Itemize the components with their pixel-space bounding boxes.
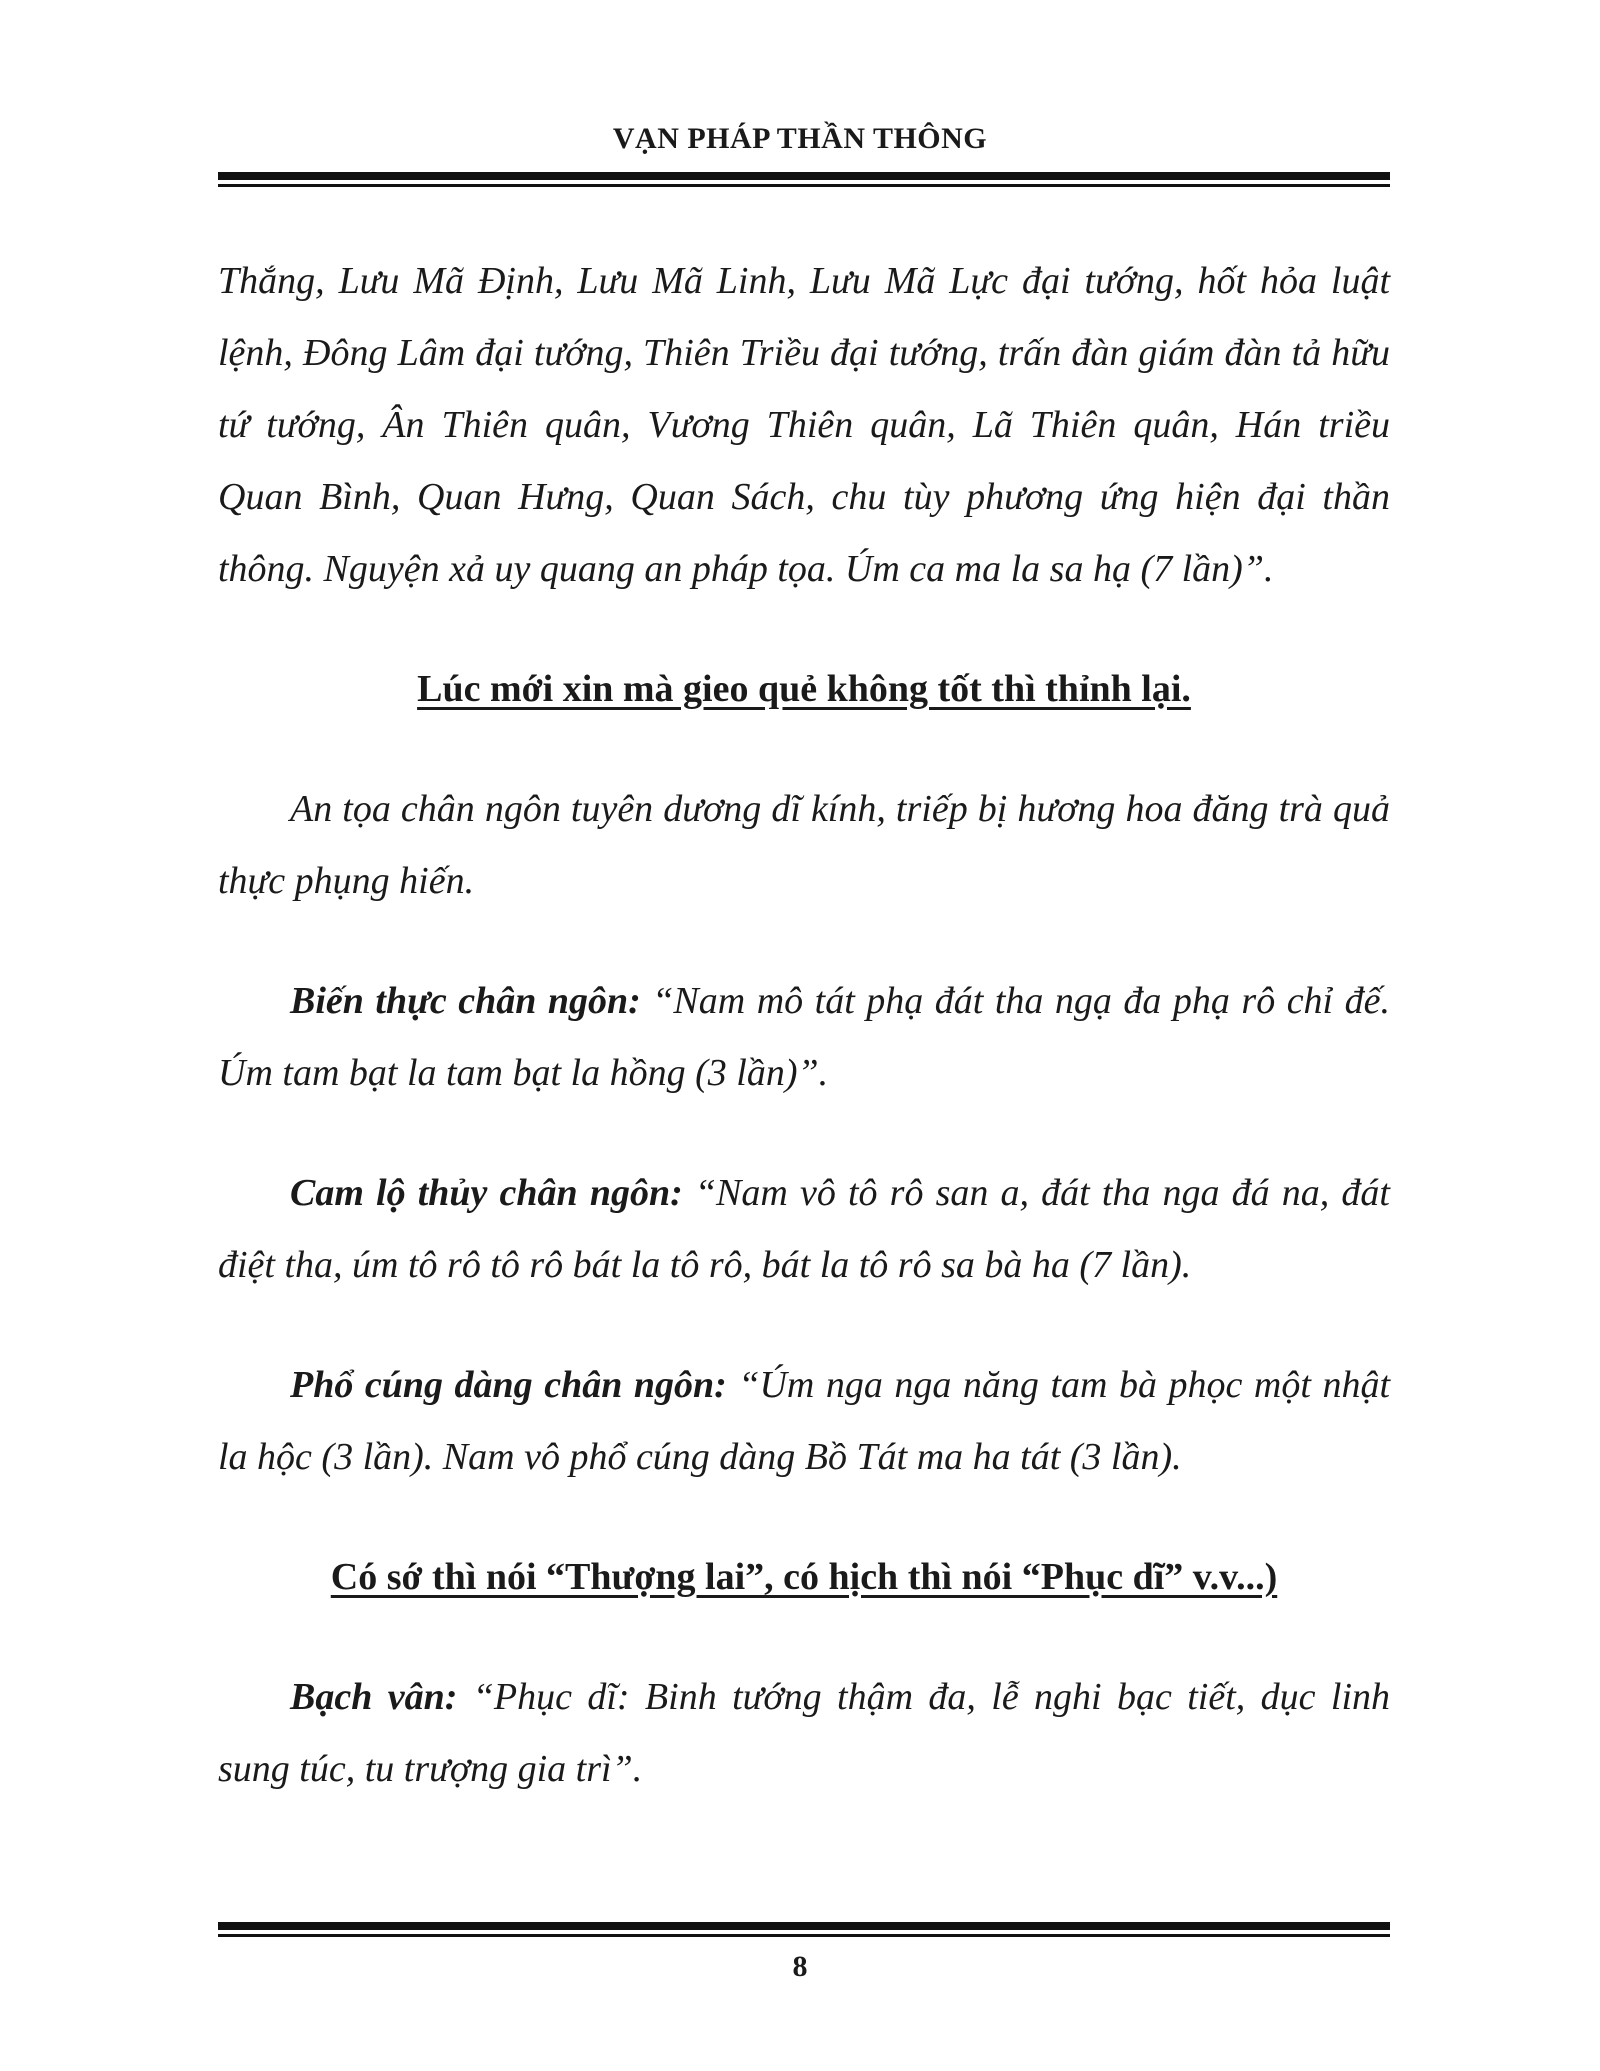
page-number: 8: [792, 1950, 808, 1983]
pho-cung-label: Phổ cúng dàng chân ngôn:: [290, 1364, 727, 1406]
continued-paragraph: Thắng, Lưu Mã Định, Lưu Mã Linh, Lưu Mã Lực đại tướng, hốt hỏa luật lệnh, Đông Lâm đại tướng, Thiên Triều đại tướng, trấn đàn giám đàn tả hữu tứ tướng, Ân Thiên quân, Vương Thiên quân, Lã Thiên quân, Hán triều Quan Bình, Quan Hưng, Quan Sách, chu tùy phương ứng hiện đại thần thông. Nguyện xả uy quang an pháp tọa. Úm ca ma la sa hạ (7 lần)”.: [218, 260, 1390, 590]
bach-van-paragraph: [218, 1661, 1390, 1805]
cam-lo-text: “Nam vô tô rô san a, đát tha nga đá na, đát điệt tha, úm tô rô tô rô bát la tô rô, bát la tô rô sa bà ha (7 lần).: [218, 1172, 1390, 1286]
header-rule: [218, 172, 1390, 187]
cam-lo-label: Cam lộ thủy chân ngôn:: [290, 1172, 683, 1214]
bien-thuc-label: Biến thực chân ngôn:: [290, 980, 641, 1022]
section-heading-so-hich: Có sớ thì nói “Thượng lai”, có hịch thì nói “Phục dĩ” v.v...): [330, 1556, 1278, 1598]
section-heading-retry: Lúc mới xin mà gieo quẻ không tốt thì thỉnh lại.: [417, 668, 1191, 710]
pho-cung-paragraph: [218, 1349, 1390, 1493]
bach-van-label: Bạch vân:: [290, 1676, 458, 1718]
footer-rule: [218, 1922, 1390, 1937]
running-header: VẠN PHÁP THẦN THÔNG: [612, 122, 988, 155]
an-toa-paragraph: An tọa chân ngôn tuyên dương dĩ kính, triếp bị hương hoa đăng trà quả thực phụng hiến.: [218, 788, 1390, 902]
bien-thuc-text: “Nam mô tát phạ đát tha ngạ đa phạ rô chỉ đế. Úm tam bạt la tam bạt la hồng (3 lần)”.: [218, 980, 1390, 1094]
pho-cung-text: “Úm nga nga năng tam bà phọc một nhật la hộc (3 lần). Nam vô phổ cúng dàng Bồ Tát ma ha tát (3 lần).: [218, 1364, 1390, 1478]
bach-van-text: “Phục dĩ: Binh tướng thậm đa, lễ nghi bạc tiết, dục linh sung túc, tu trượng gia trì”.: [218, 1676, 1390, 1790]
cam-lo-paragraph: [218, 1157, 1390, 1301]
page-body: [218, 245, 1390, 1853]
bien-thuc-paragraph: [218, 965, 1390, 1109]
